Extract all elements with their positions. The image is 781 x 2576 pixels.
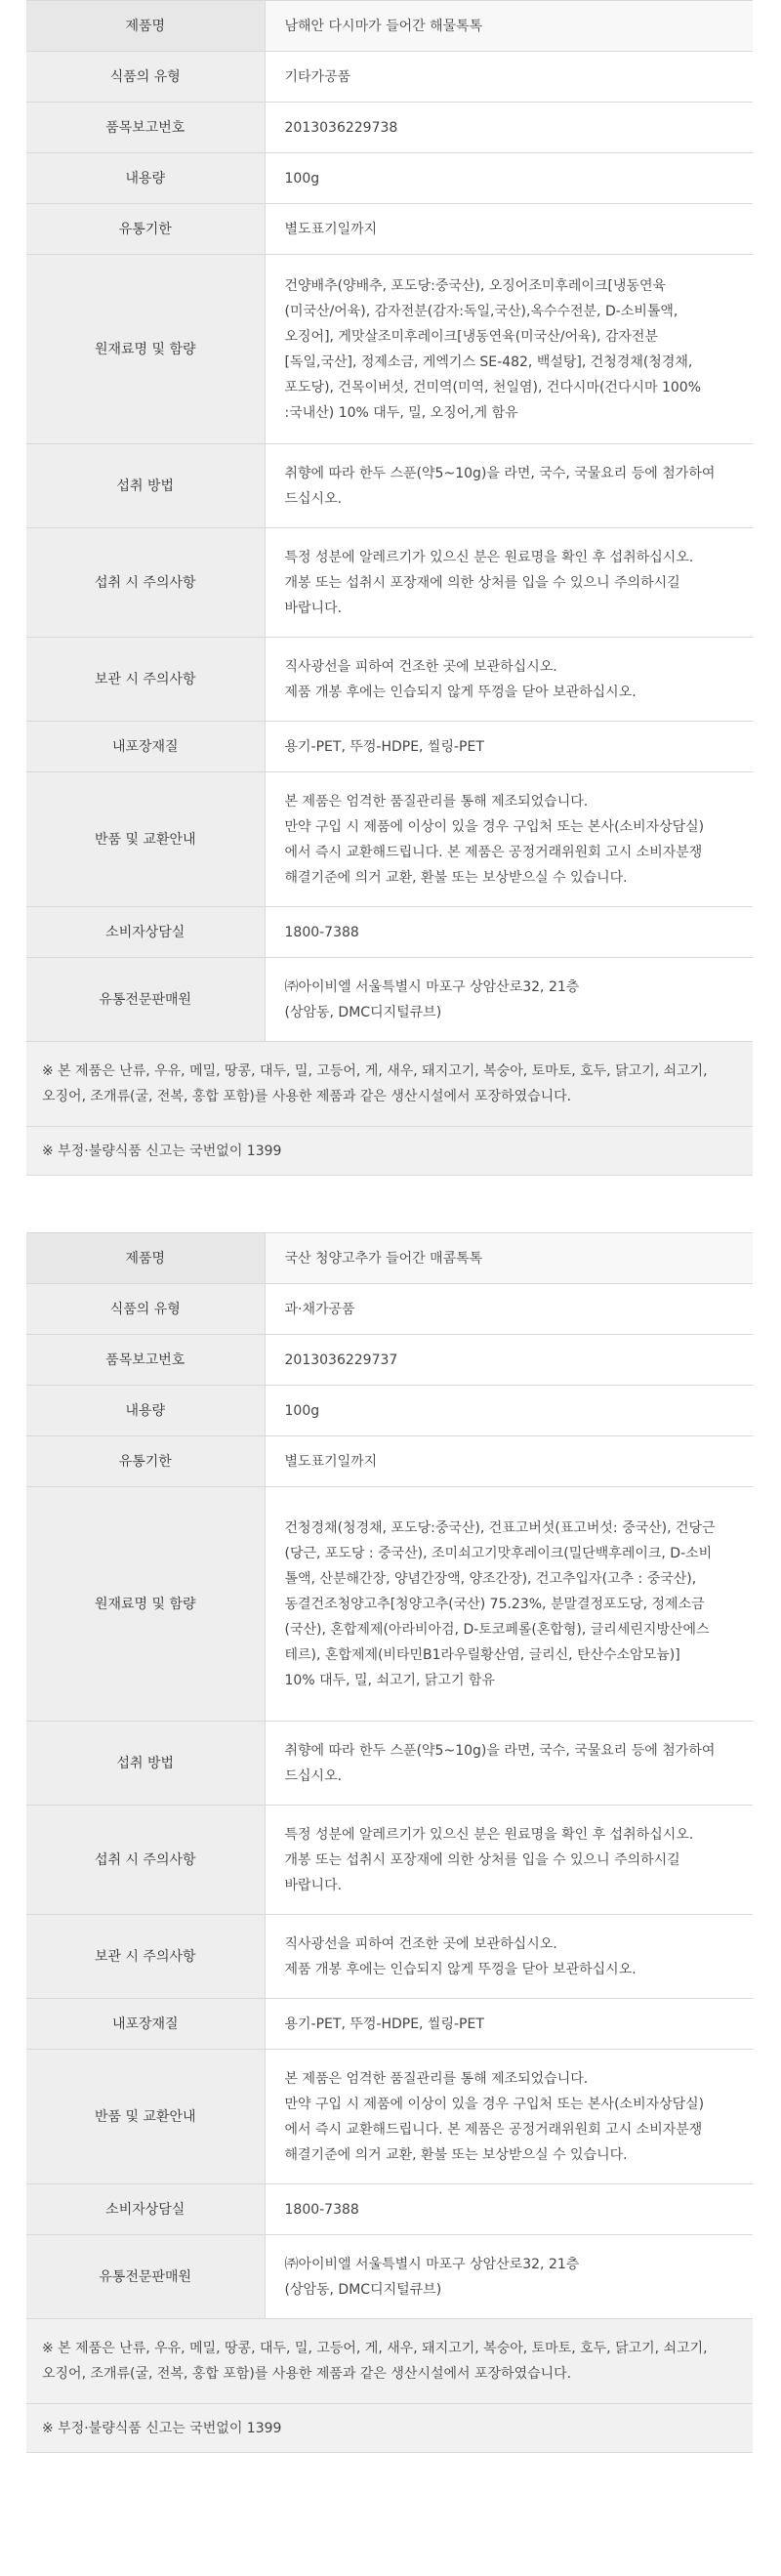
row-food-type	[26, 1284, 753, 1335]
row-consumer-center	[26, 907, 753, 958]
product-info-table	[26, 1232, 753, 2319]
notice-box	[26, 1042, 753, 1176]
row-value: 본 제품은 엄격한 품질관리를 통해 제조되었습니다. 만약 구입 시 제품에 이상이 있을 경우 구입처 또는 본사(소비자상담실) 에서 즉시 교환해드립니다. 본 제품은 공정거래위원회 고시 소비자분쟁 해결기준에 의거 교환, 환불 또는 보상받으실 수 있습니다.	[265, 772, 753, 907]
product-info-table	[26, 0, 753, 1042]
row-intake-caution	[26, 528, 753, 638]
row-value: 건청경채(청경채, 포도당:중국산), 건표고버섯(표고버섯: 중국산), 건당근 (당근, 포도당 : 중국산), 조미쇠고기맛후레이크(밀단백후레이크, D-소비 톨액, 산분해간장, 양념간장액, 양조간장), 건고추입자(고추 : 중국산), 동결건조청양고추[청양고추(국산) 75.23%, 분말결정포도당, 정제소금 (국산), 혼합제제(아라비아검, D-토코페롤(혼합형), 글리세린지방산에스 테르), 혼합제제(비타민B1라우릴황산염, 글리신, 탄산수소암모늄)] 10% 대두, 밀, 쇠고기, 닭고기 함유	[265, 1487, 753, 1722]
row-product-name	[26, 1233, 753, 1284]
row-label: 소비자상담실	[26, 2184, 265, 2235]
row-storage-caution	[26, 1915, 753, 1999]
row-value: 직사광선을 피하여 건조한 곳에 보관하십시오. 제품 개봉 후에는 인습되지 않게 뚜껑을 닫아 보관하십시오.	[265, 638, 753, 722]
row-label: 내용량	[26, 1386, 265, 1436]
row-value: 직사광선을 피하여 건조한 곳에 보관하십시오. 제품 개봉 후에는 인습되지 않게 뚜껑을 닫아 보관하십시오.	[265, 1915, 753, 1999]
row-label: 유통기한	[26, 204, 265, 255]
row-packaging	[26, 1999, 753, 2050]
row-label: 유통전문판매원	[26, 958, 265, 1042]
row-product-name	[26, 1, 753, 52]
row-value: 특정 성분에 알레르기가 있으신 분은 원료명을 확인 후 섭취하십시오. 개봉 또는 섭취시 포장재에 의한 상처를 입을 수 있으니 주의하시길 바랍니다.	[265, 1806, 753, 1915]
allergen-notice: ※ 본 제품은 난류, 우유, 메밀, 땅콩, 대두, 밀, 고등어, 게, 새우, 돼지고기, 복숭아, 토마토, 호두, 닭고기, 쇠고기, 오징어, 조개류(굴, 전복, 홍합 포함)를 사용한 제품과 같은 생산시설에서 포장하였습니다.	[42, 2341, 708, 2382]
row-label: 보관 시 주의사항	[26, 1915, 265, 1999]
row-value: 건양배추(양배추, 포도당:중국산), 오징어조미후레이크[냉동연육 (미국산/어육), 감자전분(감자:독일,국산),옥수수전분, D-소비톨액, 오징어], 게맛살조미후레이크[냉동연육(미국산/어육), 감자전분 [독일,국산], 정제소금, 게엑기스 SE-482, 백설탕], 건청경채(청경채, 포도당), 건목이버섯, 건미역(미역, 천일염), 건다시마(건다시마 100% :국내산) 10% 대두, 밀, 오징어,게 함유	[265, 255, 753, 444]
row-label: 제품명	[26, 1233, 265, 1284]
row-label: 식품의 유형	[26, 1284, 265, 1335]
row-packaging	[26, 722, 753, 772]
row-label: 원재료명 및 함량	[26, 255, 265, 444]
row-label: 소비자상담실	[26, 907, 265, 958]
row-value: 2013036229738	[265, 103, 753, 153]
row-label: 섭취 시 주의사항	[26, 528, 265, 638]
row-value: 별도표기일까지	[265, 1436, 753, 1487]
row-label: 섭취 시 주의사항	[26, 1806, 265, 1915]
row-label: 식품의 유형	[26, 52, 265, 103]
row-value: 용기-PET, 뚜껑-HDPE, 씰링-PET	[265, 722, 753, 772]
row-label: 반품 및 교환안내	[26, 772, 265, 907]
row-intake-caution	[26, 1806, 753, 1915]
report-notice: ※ 부정·불량식품 신고는 국번없이 1399	[26, 1126, 753, 1175]
row-value: 100g	[265, 1386, 753, 1436]
row-how-to-eat	[26, 444, 753, 528]
row-label: 품목보고번호	[26, 103, 265, 153]
row-net-content	[26, 1386, 753, 1436]
row-label: 섭취 방법	[26, 444, 265, 528]
row-storage-caution	[26, 638, 753, 722]
row-label: 보관 시 주의사항	[26, 638, 265, 722]
row-expiry	[26, 204, 753, 255]
row-value: 별도표기일까지	[265, 204, 753, 255]
row-consumer-center	[26, 2184, 753, 2235]
row-value: 과·채가공품	[265, 1284, 753, 1335]
row-value: 본 제품은 엄격한 품질관리를 통해 제조되었습니다. 만약 구입 시 제품에 이상이 있을 경우 구입처 또는 본사(소비자상담실) 에서 즉시 교환해드립니다. 본 제품은 공정거래위원회 고시 소비자분쟁 해결기준에 의거 교환, 환불 또는 보상받으실 수 있습니다.	[265, 2050, 753, 2184]
row-distributor	[26, 2235, 753, 2319]
row-label: 제품명	[26, 1, 265, 52]
row-ingredients	[26, 1487, 753, 1722]
row-ingredients	[26, 255, 753, 444]
row-value: 취향에 따라 한두 스푼(약5~10g)을 라면, 국수, 국물요리 등에 첨가하여 드십시오.	[265, 1722, 753, 1806]
row-value: ㈜아이비엘 서울특별시 마포구 상암산로32, 21층 (상암동, DMC디지털큐브)	[265, 2235, 753, 2319]
row-label: 원재료명 및 함량	[26, 1487, 265, 1722]
row-value: 용기-PET, 뚜껑-HDPE, 씰링-PET	[265, 1999, 753, 2050]
row-label: 내포장재질	[26, 1999, 265, 2050]
row-report-number	[26, 103, 753, 153]
row-return-exchange	[26, 772, 753, 907]
report-notice: ※ 부정·불량식품 신고는 국번없이 1399	[26, 2403, 753, 2452]
row-label: 유통전문판매원	[26, 2235, 265, 2319]
row-label: 섭취 방법	[26, 1722, 265, 1806]
row-label: 품목보고번호	[26, 1335, 265, 1386]
row-food-type	[26, 52, 753, 103]
notice-box	[26, 2319, 753, 2453]
row-distributor	[26, 958, 753, 1042]
row-value: 남해안 다시마가 들어간 해물톡톡	[265, 1, 753, 52]
row-how-to-eat	[26, 1722, 753, 1806]
row-return-exchange	[26, 2050, 753, 2184]
row-value: 기타가공품	[265, 52, 753, 103]
row-value: 100g	[265, 153, 753, 204]
row-value: 1800-7388	[265, 2184, 753, 2235]
row-value: 1800-7388	[265, 907, 753, 958]
row-value: 2013036229737	[265, 1335, 753, 1386]
row-net-content	[26, 153, 753, 204]
row-report-number	[26, 1335, 753, 1386]
product-info-section-2	[26, 1232, 753, 2453]
row-value: ㈜아이비엘 서울특별시 마포구 상암산로32, 21층 (상암동, DMC디지털큐브)	[265, 958, 753, 1042]
row-label: 내용량	[26, 153, 265, 204]
allergen-notice: ※ 본 제품은 난류, 우유, 메밀, 땅콩, 대두, 밀, 고등어, 게, 새우, 돼지고기, 복숭아, 토마토, 호두, 닭고기, 쇠고기, 오징어, 조개류(굴, 전복, 홍합 포함)를 사용한 제품과 같은 생산시설에서 포장하였습니다.	[42, 1063, 708, 1104]
row-label: 반품 및 교환안내	[26, 2050, 265, 2184]
row-label: 유통기한	[26, 1436, 265, 1487]
row-value: 취향에 따라 한두 스푼(약5~10g)을 라면, 국수, 국물요리 등에 첨가하여 드십시오.	[265, 444, 753, 528]
row-label: 내포장재질	[26, 722, 265, 772]
row-value: 특정 성분에 알레르기가 있으신 분은 원료명을 확인 후 섭취하십시오. 개봉 또는 섭취시 포장재에 의한 상처를 입을 수 있으니 주의하시길 바랍니다.	[265, 528, 753, 638]
row-value: 국산 청양고추가 들어간 매콤톡톡	[265, 1233, 753, 1284]
row-expiry	[26, 1436, 753, 1487]
product-info-section-1	[26, 0, 753, 1176]
